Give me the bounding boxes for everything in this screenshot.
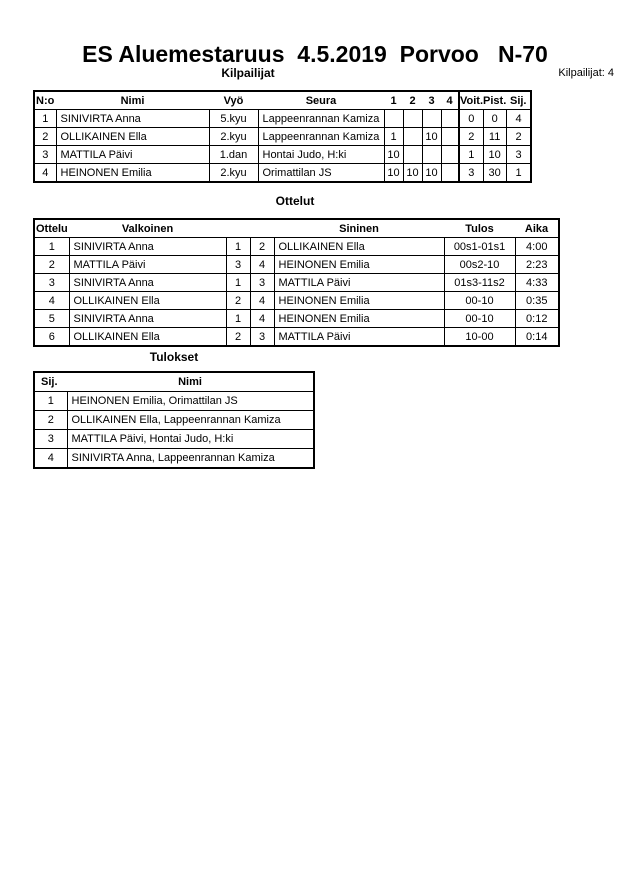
table-row xyxy=(34,328,559,347)
cell-round3: 10 xyxy=(422,164,441,183)
cell-no: 4 xyxy=(34,164,56,183)
cell-points: 11 xyxy=(483,128,506,146)
cell-white-name: SINIVIRTA Anna xyxy=(69,274,226,292)
cell-white-name: SINIVIRTA Anna xyxy=(69,310,226,328)
cell-name: HEINONEN Emilia, Orimattilan JS xyxy=(67,392,314,411)
cell-belt: 2.kyu xyxy=(209,164,258,183)
cell-belt: 1.dan xyxy=(209,146,258,164)
cell-blue-name: MATTILA Päivi xyxy=(274,274,444,292)
cell-blue-number: 2 xyxy=(250,238,274,256)
cell-round4 xyxy=(441,146,459,164)
cell-white-name: SINIVIRTA Anna xyxy=(69,238,226,256)
cell-name: SINIVIRTA Anna, Lappeenrannan Kamiza xyxy=(67,449,314,469)
section-title-kilpailijat: Kilpailijat xyxy=(221,66,275,80)
cell-round4 xyxy=(441,128,459,146)
cell-wins: 2 xyxy=(459,128,483,146)
table-row xyxy=(34,292,559,310)
cell-wins: 1 xyxy=(459,146,483,164)
cell-time: 0:14 xyxy=(515,328,559,347)
cell-place: 4 xyxy=(506,110,531,128)
cell-wins: 3 xyxy=(459,164,483,183)
cell-match-no: 5 xyxy=(34,310,69,328)
cell-time: 4:33 xyxy=(515,274,559,292)
cell-result: 00-10 xyxy=(444,292,515,310)
table-row xyxy=(34,146,531,164)
cell-time: 4:00 xyxy=(515,238,559,256)
table-header-row xyxy=(34,372,314,392)
cell-white-name: OLLIKAINEN Ella xyxy=(69,328,226,347)
tulokset-table xyxy=(33,371,315,469)
cell-blue-name: HEINONEN Emilia xyxy=(274,310,444,328)
section-title-tulokset: Tulokset xyxy=(149,350,199,364)
cell-blue-number: 4 xyxy=(250,292,274,310)
cell-white-number: 1 xyxy=(226,238,250,256)
col-header-blue: Sininen xyxy=(339,222,379,235)
cell-place: 3 xyxy=(34,430,67,449)
cell-no: 2 xyxy=(34,128,56,146)
table-row xyxy=(34,110,531,128)
col-header-name: Nimi xyxy=(120,94,145,107)
cell-round2: 10 xyxy=(403,164,422,183)
cell-round1: 1 xyxy=(384,128,403,146)
col-header-name: Nimi xyxy=(178,376,202,388)
cell-blue-number: 4 xyxy=(250,310,274,328)
cell-round2 xyxy=(403,128,422,146)
cell-round3 xyxy=(422,110,441,128)
cell-blue-name: MATTILA Päivi xyxy=(274,328,444,347)
cell-belt: 2.kyu xyxy=(209,128,258,146)
cell-name: MATTILA Päivi, Hontai Judo, H:ki xyxy=(67,430,314,449)
ottelut-table xyxy=(33,218,560,347)
competitor-count-label: Kilpailijat: 4 xyxy=(558,67,614,79)
table-row xyxy=(34,274,559,292)
cell-club: Lappeenrannan Kamiza xyxy=(258,110,384,128)
cell-result: 00-10 xyxy=(444,310,515,328)
cell-white-name: MATTILA Päivi xyxy=(69,256,226,274)
table-row xyxy=(34,449,314,469)
cell-place: 1 xyxy=(34,392,67,411)
cell-white-number: 1 xyxy=(226,274,250,292)
col-header-result: Tulos xyxy=(465,222,494,235)
page-title: ES Aluemestaruus 4.5.2019 Porvoo N-70 xyxy=(82,41,548,67)
cell-result: 00s2-10 xyxy=(444,256,515,274)
col-header-belt: Vyö xyxy=(223,94,244,107)
col-header-no: N:o xyxy=(36,94,55,107)
cell-points: 10 xyxy=(483,146,506,164)
cell-round1 xyxy=(384,110,403,128)
cell-no: 1 xyxy=(34,110,56,128)
cell-club: Orimattilan JS xyxy=(258,164,384,183)
table-row xyxy=(34,310,559,328)
cell-points: 0 xyxy=(483,110,506,128)
section-title-ottelut: Ottelut xyxy=(275,194,315,208)
cell-round4 xyxy=(441,110,459,128)
col-header-wins: Voit. xyxy=(459,91,483,110)
cell-place: 4 xyxy=(34,449,67,469)
table-row xyxy=(34,430,314,449)
cell-club: Lappeenrannan Kamiza xyxy=(258,128,384,146)
table-row xyxy=(34,164,531,183)
cell-round1: 10 xyxy=(384,164,403,183)
cell-white-number: 1 xyxy=(226,310,250,328)
cell-blue-name: HEINONEN Emilia xyxy=(274,256,444,274)
cell-blue-number: 3 xyxy=(250,274,274,292)
table-row xyxy=(34,392,314,411)
cell-round2 xyxy=(403,146,422,164)
col-header-place: Sij. xyxy=(41,376,58,388)
col-header-match-no: Ottelu xyxy=(36,222,68,235)
cell-time: 0:12 xyxy=(515,310,559,328)
cell-name: OLLIKAINEN Ella xyxy=(56,128,209,146)
table-header-row xyxy=(34,91,531,110)
kilpailijat-table xyxy=(33,90,532,183)
cell-result: 10-00 xyxy=(444,328,515,347)
cell-time: 2:23 xyxy=(515,256,559,274)
cell-white-number: 2 xyxy=(226,292,250,310)
table-row xyxy=(34,411,314,430)
col-header-blue-number xyxy=(250,219,274,238)
col-header-points: Pist. xyxy=(483,94,507,107)
cell-match-no: 2 xyxy=(34,256,69,274)
table-row xyxy=(34,256,559,274)
cell-name: SINIVIRTA Anna xyxy=(56,110,209,128)
cell-name: HEINONEN Emilia xyxy=(56,164,209,183)
cell-place: 1 xyxy=(506,164,531,183)
cell-time: 0:35 xyxy=(515,292,559,310)
col-header-place: Sij. xyxy=(509,94,527,107)
cell-round3: 10 xyxy=(422,128,441,146)
cell-match-no: 1 xyxy=(34,238,69,256)
cell-round3 xyxy=(422,146,441,164)
col-header-time: Aika xyxy=(524,222,549,235)
cell-round2 xyxy=(403,110,422,128)
col-header-round3: 3 xyxy=(428,94,435,107)
cell-match-no: 6 xyxy=(34,328,69,347)
col-header-white: Valkoinen xyxy=(121,222,174,235)
col-header-club: Seura xyxy=(305,94,337,107)
cell-white-name: OLLIKAINEN Ella xyxy=(69,292,226,310)
cell-place: 3 xyxy=(506,146,531,164)
cell-white-number: 2 xyxy=(226,328,250,347)
cell-blue-number: 4 xyxy=(250,256,274,274)
table-row xyxy=(34,128,531,146)
cell-name: OLLIKAINEN Ella, Lappeenrannan Kamiza xyxy=(67,411,314,430)
cell-blue-name: OLLIKAINEN Ella xyxy=(274,238,444,256)
cell-match-no: 4 xyxy=(34,292,69,310)
cell-points: 30 xyxy=(483,164,506,183)
table-row xyxy=(34,238,559,256)
col-header-round4: 4 xyxy=(446,94,453,107)
cell-result: 01s3-11s2 xyxy=(444,274,515,292)
col-header-white-number xyxy=(226,219,250,238)
cell-round4 xyxy=(441,164,459,183)
cell-match-no: 3 xyxy=(34,274,69,292)
cell-name: MATTILA Päivi xyxy=(56,146,209,164)
cell-round1: 10 xyxy=(384,146,403,164)
cell-white-number: 3 xyxy=(226,256,250,274)
col-header-round2: 2 xyxy=(409,94,416,107)
cell-no: 3 xyxy=(34,146,56,164)
cell-club: Hontai Judo, H:ki xyxy=(258,146,384,164)
col-header-round1: 1 xyxy=(390,94,397,107)
cell-wins: 0 xyxy=(459,110,483,128)
cell-blue-number: 3 xyxy=(250,328,274,347)
cell-result: 00s1-01s1 xyxy=(444,238,515,256)
table-header-row xyxy=(34,219,559,238)
cell-belt: 5.kyu xyxy=(209,110,258,128)
cell-blue-name: HEINONEN Emilia xyxy=(274,292,444,310)
cell-place: 2 xyxy=(506,128,531,146)
cell-place: 2 xyxy=(34,411,67,430)
